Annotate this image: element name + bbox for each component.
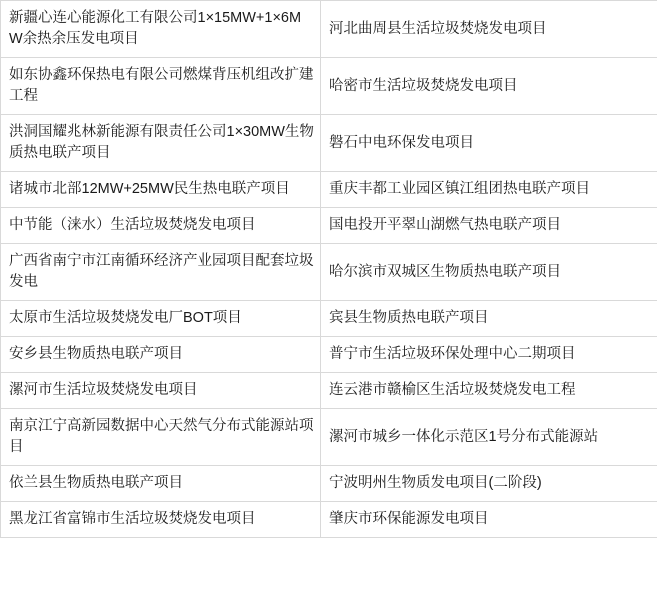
project-name-right: 宾县生物质热电联产项目 [321, 301, 657, 337]
table-row [1, 301, 657, 337]
project-name-right: 哈尔滨市双城区生物质热电联产项目 [321, 244, 657, 301]
project-name-right: 重庆丰都工业园区镇江组团热电联产项目 [321, 172, 657, 208]
table-row [1, 172, 657, 208]
project-name-left: 新疆心连心能源化工有限公司1×15MW+1×6MW余热余压发电项目 [1, 1, 321, 58]
table-row [1, 409, 657, 466]
table-row [1, 208, 657, 244]
project-name-right: 哈密市生活垃圾焚烧发电项目 [321, 58, 657, 115]
table-row [1, 466, 657, 502]
project-name-left: 依兰县生物质热电联产项目 [1, 466, 321, 502]
project-name-right: 磐石中电环保发电项目 [321, 115, 657, 172]
project-name-right: 连云港市赣榆区生活垃圾焚烧发电工程 [321, 373, 657, 409]
project-name-right: 国电投开平翠山湖燃气热电联产项目 [321, 208, 657, 244]
project-name-right: 漯河市城乡一体化示范区1号分布式能源站 [321, 409, 657, 466]
table-row [1, 373, 657, 409]
project-name-left: 诸城市北部12MW+25MW民生热电联产项目 [1, 172, 321, 208]
project-name-right: 普宁市生活垃圾环保处理中心二期项目 [321, 337, 657, 373]
project-name-left: 洪洞国耀兆林新能源有限责任公司1×30MW生物质热电联产项目 [1, 115, 321, 172]
project-name-left: 漯河市生活垃圾焚烧发电项目 [1, 373, 321, 409]
table-row [1, 502, 657, 538]
table-row [1, 115, 657, 172]
table-row [1, 1, 657, 58]
project-name-right: 肇庆市环保能源发电项目 [321, 502, 657, 538]
table-row [1, 244, 657, 301]
project-name-left: 安乡县生物质热电联产项目 [1, 337, 321, 373]
table-row [1, 58, 657, 115]
table-body [1, 1, 657, 538]
project-name-right: 宁波明州生物质发电项目(二阶段) [321, 466, 657, 502]
table-row [1, 337, 657, 373]
project-name-left: 如东协鑫环保热电有限公司燃煤背压机组改扩建工程 [1, 58, 321, 115]
project-name-left: 广西省南宁市江南循环经济产业园项目配套垃圾发电 [1, 244, 321, 301]
project-name-right: 河北曲周县生活垃圾焚烧发电项目 [321, 1, 657, 58]
project-name-left: 中节能（涞水）生活垃圾焚烧发电项目 [1, 208, 321, 244]
project-name-left: 太原市生活垃圾焚烧发电厂BOT项目 [1, 301, 321, 337]
project-name-left: 黑龙江省富锦市生活垃圾焚烧发电项目 [1, 502, 321, 538]
project-name-left: 南京江宁高新园数据中心天然气分布式能源站项目 [1, 409, 321, 466]
